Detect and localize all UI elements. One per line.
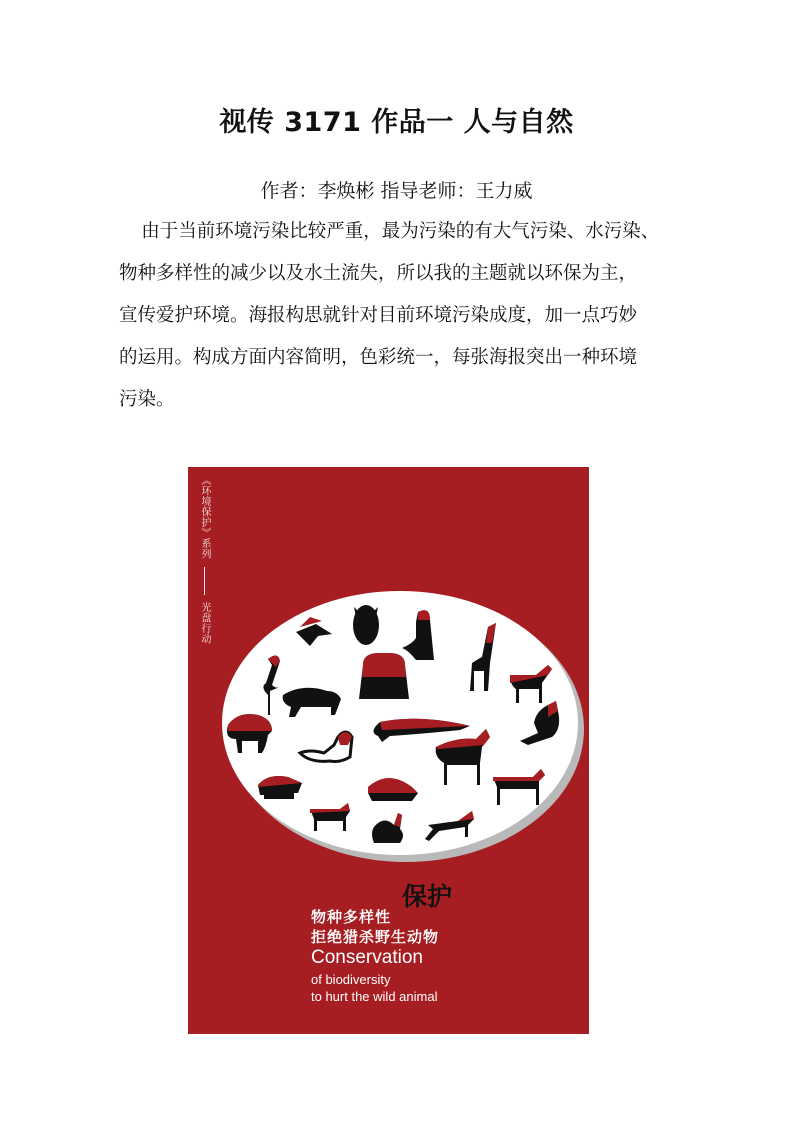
paragraph-line: 物种多样性的减少以及水土流失，所以我的主题就以环保为主， [119,263,638,284]
author-line: 作者：李焕彬 指导老师：王力威 [260,180,533,202]
page-title: 视传 3171 作品一 人与自然 [219,107,574,138]
paragraph-line: 污染。 [119,389,175,410]
series-title: 《环境保护》系列 [199,475,210,559]
poster-en-line: to hurt the wild animal [311,989,438,1004]
poster-image [188,467,589,1034]
poster-cn-text [311,907,439,947]
paragraph-line: 由于当前环境污染比较严重，最为污染的有大气污染、水污染、 [141,221,660,242]
poster-heading: 保护 [402,882,453,911]
poster-cn-line: 物种多样性 [311,908,392,926]
series-subtitle: 光盘行动 [199,602,210,645]
series-label [196,475,212,644]
poster-en-text [311,971,437,1005]
paragraph-line: 宣传爱护环境。海报构思就针对目前环境污染成度，加一点巧妙 [119,305,638,326]
poster-cn-line: 拒绝猎杀野生动物 [311,928,440,946]
paragraph-line: 的运用。构成方面内容简明，色彩统一，每张海报突出一种环境 [119,347,638,368]
description-paragraph [119,211,675,421]
poster-en-title: Conservation [311,947,423,968]
divider-line [204,567,205,595]
animal-bear-icon [359,653,409,699]
poster-en-line: of biodiversity [311,972,391,987]
animal-owl-icon [353,605,379,645]
